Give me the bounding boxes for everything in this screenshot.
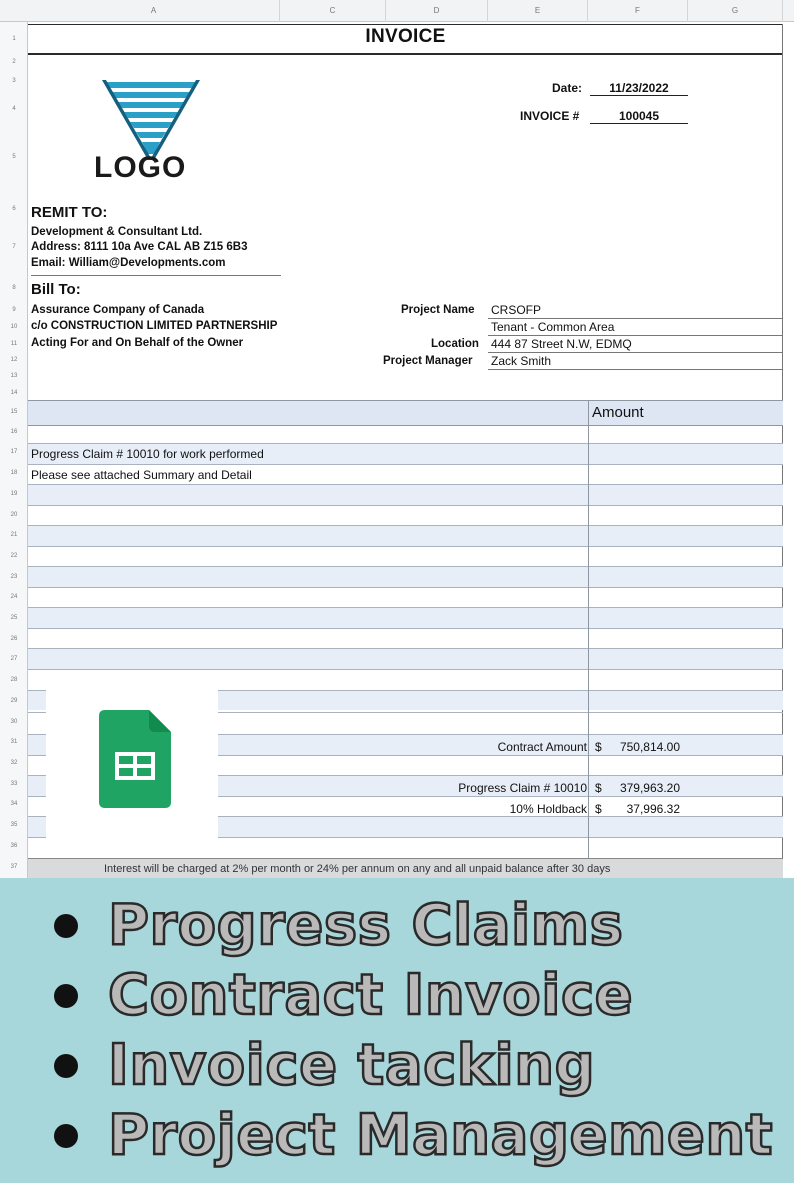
bullet-item	[0, 1100, 794, 1170]
column-header-bar	[0, 0, 794, 22]
holdback-label: 10% Holdback	[509, 802, 587, 816]
bullet-dot	[54, 984, 78, 1008]
row-number[interactable]: 23	[10, 574, 18, 580]
row-number[interactable]: 30	[10, 719, 18, 725]
holdback-currency: $	[595, 802, 602, 816]
project-name-value[interactable]: CRSOFP	[491, 303, 542, 317]
remit-address[interactable]: Address: 8111 10a Ave CAL AB Z15 6B3	[31, 241, 248, 253]
table-row[interactable]	[28, 649, 783, 669]
row-number[interactable]: 14	[10, 390, 18, 396]
progress-claim-label: Progress Claim # 10010	[458, 781, 587, 795]
contract-amount-currency: $	[595, 740, 602, 754]
row-number[interactable]: 37	[10, 864, 18, 870]
location-label: Location	[431, 338, 479, 350]
row-number[interactable]: 19	[10, 491, 18, 497]
bullet-item	[0, 890, 794, 960]
column-header-a[interactable]: A	[28, 0, 280, 22]
row-line	[28, 443, 783, 444]
bullet-dot	[54, 1054, 78, 1078]
table-row[interactable]	[28, 608, 783, 628]
row-number[interactable]: 13	[10, 373, 18, 379]
row-line	[28, 607, 783, 608]
column-header-e[interactable]: E	[488, 0, 588, 22]
row-number[interactable]: 33	[10, 781, 18, 787]
line-item-1[interactable]: Progress Claim # 10010 for work performed	[31, 447, 264, 461]
logo-text: LOGO	[94, 151, 187, 184]
bullet-text: Contract Invoice	[108, 963, 634, 1028]
row-line	[28, 505, 783, 506]
title-underline	[28, 53, 783, 55]
row-number[interactable]: 6	[12, 206, 16, 212]
progress-claim-value[interactable]: 379,963.20	[619, 781, 680, 795]
project-manager-label: Project Manager	[383, 355, 473, 367]
table-row[interactable]	[28, 567, 783, 587]
row-number[interactable]: 28	[10, 677, 18, 683]
project-name-underline	[488, 318, 782, 319]
invoice-number-value[interactable]: 100045	[590, 109, 688, 124]
row-number[interactable]: 4	[12, 106, 16, 112]
row-number[interactable]: 10	[10, 324, 18, 330]
row-number[interactable]: 32	[10, 760, 18, 766]
table-header-line	[28, 425, 783, 426]
bill-line-3[interactable]: Acting For and On Behalf of the Owner	[31, 337, 244, 349]
bullet-item	[0, 1030, 794, 1100]
row-header-bar	[0, 22, 28, 878]
bill-to-heading: Bill To:	[31, 281, 81, 298]
row-number[interactable]: 20	[10, 512, 18, 518]
row-number[interactable]: 22	[10, 553, 18, 559]
row-number[interactable]: 7	[12, 244, 16, 250]
row-number[interactable]: 1	[12, 36, 16, 42]
location-value[interactable]: 444 87 Street N.W, EDMQ	[491, 337, 632, 351]
remit-to-heading: REMIT TO:	[31, 204, 108, 221]
row-number[interactable]: 24	[10, 594, 18, 600]
tenant-value[interactable]: Tenant - Common Area	[491, 320, 615, 334]
holdback-value[interactable]: 37,996.32	[626, 802, 680, 816]
tenant-underline	[488, 335, 782, 336]
google-sheets-icon	[99, 710, 171, 808]
row-line	[28, 484, 783, 485]
bullet-dot	[54, 914, 78, 938]
row-number[interactable]: 17	[10, 449, 18, 455]
row-number[interactable]: 16	[10, 429, 18, 435]
table-header-row	[28, 401, 783, 425]
line-item-2[interactable]: Please see attached Summary and Detail	[31, 468, 252, 482]
row-number[interactable]: 36	[10, 843, 18, 849]
invoice-number-label: INVOICE #	[520, 109, 580, 123]
row-line	[28, 587, 783, 588]
row-line	[28, 648, 783, 649]
right-border	[782, 24, 783, 858]
remit-underline	[31, 275, 281, 276]
table-row[interactable]	[28, 526, 783, 546]
invoice-title: INVOICE	[365, 26, 446, 47]
bullet-text: Project Management	[108, 1103, 773, 1168]
amount-column-divider	[588, 401, 589, 858]
row-line	[28, 628, 783, 629]
row-number[interactable]: 12	[10, 357, 18, 363]
row-number[interactable]: 3	[12, 78, 16, 84]
column-header-c[interactable]: C	[280, 0, 386, 22]
bill-line-1[interactable]: Assurance Company of Canada	[31, 304, 205, 316]
row-number[interactable]: 9	[12, 307, 16, 313]
row-line	[28, 546, 783, 547]
top-border	[28, 24, 783, 25]
bill-line-2[interactable]: c/o CONSTRUCTION LIMITED PARTNERSHIP	[31, 320, 278, 332]
row-number[interactable]: 5	[12, 154, 16, 160]
footer-interest-text: Interest will be charged at 2% per month or 24% per annum on any and all unpaid balance after 30 days	[104, 863, 611, 875]
bullet-item	[0, 960, 794, 1030]
row-number[interactable]: 27	[10, 656, 18, 662]
contract-amount-value[interactable]: 750,814.00	[619, 740, 680, 754]
row-number[interactable]: 26	[10, 636, 18, 642]
row-line	[28, 464, 783, 465]
row-number[interactable]: 18	[10, 470, 18, 476]
row-line	[28, 525, 783, 526]
row-number[interactable]: 31	[10, 739, 18, 745]
bullet-text: Progress Claims	[108, 893, 624, 958]
row-number[interactable]: 25	[10, 615, 18, 621]
table-row[interactable]	[28, 485, 783, 505]
amount-column-header: Amount	[592, 404, 644, 421]
footer-interest-note	[28, 858, 783, 878]
column-header-d[interactable]: D	[386, 0, 488, 22]
row-line	[28, 566, 783, 567]
row-number[interactable]: 8	[12, 285, 16, 291]
row-number[interactable]: 21	[10, 532, 18, 538]
date-label: Date:	[552, 81, 583, 95]
row-number[interactable]: 29	[10, 698, 18, 704]
project-manager-value[interactable]: Zack Smith	[491, 354, 552, 368]
project-name-label: Project Name	[401, 304, 475, 316]
row-number[interactable]: 11	[10, 341, 18, 347]
promo-banner	[0, 878, 794, 1183]
column-header-g[interactable]: G	[688, 0, 783, 22]
row-number[interactable]: 34	[10, 801, 18, 807]
contract-amount-label: Contract Amount	[497, 740, 587, 754]
date-value[interactable]: 11/23/2022	[590, 81, 688, 96]
location-underline	[488, 352, 782, 353]
manager-underline	[488, 369, 782, 370]
remit-email[interactable]: Email: William@Developments.com	[31, 257, 226, 269]
bullet-dot	[54, 1124, 78, 1148]
column-header-f[interactable]: F	[588, 0, 688, 22]
remit-company[interactable]: Development & Consultant Ltd.	[31, 226, 203, 238]
bullet-text: Invoice tacking	[108, 1033, 596, 1098]
table-top-line	[28, 400, 783, 401]
progress-claim-currency: $	[595, 781, 602, 795]
row-number[interactable]: 35	[10, 822, 18, 828]
row-number[interactable]: 2	[12, 59, 16, 65]
row-line	[28, 669, 783, 670]
row-number[interactable]: 15	[10, 409, 18, 415]
